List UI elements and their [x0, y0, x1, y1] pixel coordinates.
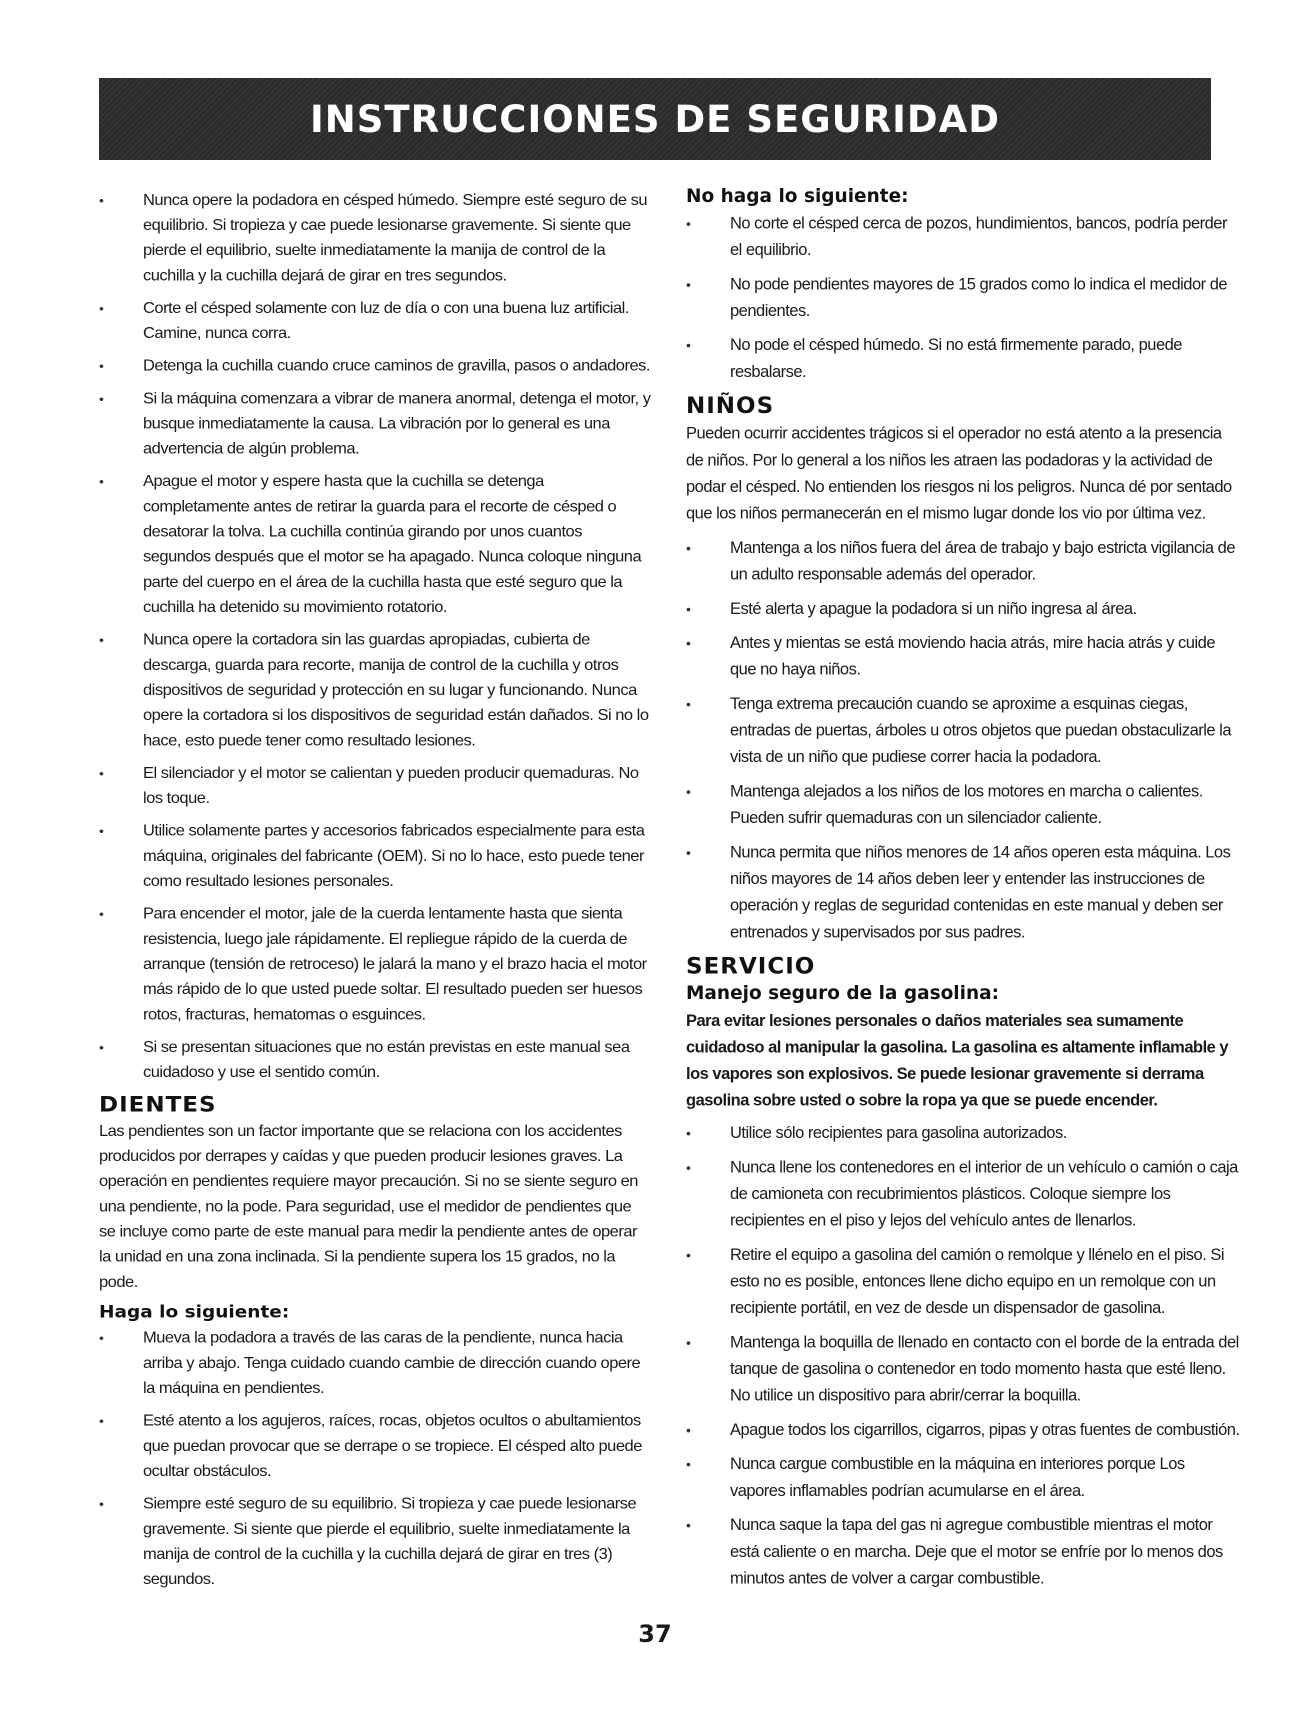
bullet-icon: •: [686, 1517, 691, 1534]
bullet-text: Nunca permita que niños menores de 14 años operen esta máquina. Los niños mayores de 14 años deben leer y entender las instrucciones de operación y reglas de seguridad contenidas en este manual y deben ser entrenados y supervisados por sus padres.: [730, 843, 1231, 942]
gasoline-warning: Para evitar lesiones personales o daños materiales sea sumamente cuidadoso al manipular la gasolina. La gasolina es altamente inflamable y los vapores son explosivos. Se puede lesionar gravemente si derrama gasolina sobre usted o sobre la ropa ya que se puede encender.: [686, 1012, 1229, 1110]
no-haga-bullet-list: [686, 211, 1241, 386]
servicio-bullet: [686, 1452, 1241, 1505]
bullet-icon: •: [686, 337, 691, 354]
bullet-text: Antes y mientas se está moviendo hacia atrás, mire hacia atrás y cuide que no haya niños.: [730, 634, 1215, 679]
right-column: [686, 188, 1241, 1600]
ninos-bullet-list: [686, 535, 1241, 946]
safety-bullet: [99, 1035, 651, 1085]
subsection-title-gasolina: Manejo seguro de la gasolina:: [686, 983, 1000, 1005]
bullet-text: No corte el césped cerca de pozos, hundimientos, bancos, podría perder el equilibrio.: [730, 214, 1227, 259]
bullet-icon: •: [686, 215, 691, 232]
bullet-text: Esté alerta y apague la podadora si un niño ingresa al área.: [730, 600, 1137, 618]
subsection-title-haga: Haga lo siguiente:: [99, 1302, 290, 1323]
bullet-icon: •: [686, 1456, 691, 1473]
bullet-icon: •: [99, 192, 104, 208]
bullet-text: Mantenga alejados a los niños de los motores en marcha o calientes. Pueden sufrir quemaduras con un silenciador caliente.: [730, 782, 1203, 828]
safety-bullet: [99, 354, 651, 379]
safety-bullet-list: [99, 188, 651, 1086]
bullet-text: Si la máquina comenzara a vibrar de manera anormal, detenga el motor, y busque inmediatamente la causa. La vibración por lo general es una advertencia de algún problema.: [143, 390, 651, 458]
safety-bullet: [99, 188, 651, 289]
bullet-icon: •: [99, 765, 104, 781]
bullet-text: Siempre esté seguro de su equilibrio. Si tropieza y cae puede lesionarse gravemente. Si siente que pierde el equilibrio, suelte inmediatamente la manija de control de la cuchilla y la cuchilla dejará de girar en tres (3) segundos.: [143, 1495, 637, 1588]
safety-bullet: [99, 296, 651, 346]
safety-bullet: [99, 387, 651, 462]
bullet-text: Apague todos los cigarrillos, cigarros, pipas y otras fuentes de combustión.: [730, 1421, 1240, 1439]
servicio-bullet-list: [686, 1120, 1241, 1592]
bullet-text: No pode el césped húmedo. Si no está firmemente parado, puede resbalarse.: [730, 336, 1182, 381]
bullet-text: Detenga la cuchilla cuando cruce caminos de gravilla, pasos o andadores.: [143, 357, 650, 375]
bullet-text: Utilice sólo recipientes para gasolina autorizados.: [730, 1124, 1067, 1142]
section-title-pendientes: DIENTES: [99, 1092, 217, 1118]
bullet-text: Mantenga la boquilla de llenado en contacto con el borde de la entrada del tanque de gasolina o contenedor en todo momento hasta que esté lleno. No utilice un dispositivo para abrir/cerrar la boquilla.: [730, 1333, 1239, 1405]
haga-bullet: [99, 1326, 651, 1401]
servicio-bullet: [686, 1120, 1241, 1147]
bullet-icon: •: [99, 632, 104, 648]
left-column: [99, 188, 651, 1600]
safety-bullet: [99, 902, 651, 1028]
bullet-text: Corte el césped solamente con luz de día o con una buena luz artificial. Camine, nunca corra.: [143, 299, 629, 342]
ninos-bullet: [686, 691, 1241, 771]
subsection-title-no-haga: No haga lo siguiente:: [686, 186, 909, 207]
bullet-text: Tenga extrema precaución cuando se aproxime a esquinas ciegas, entradas de puertas, árboles u otros objetos que puedan obstaculizarle la vista de un niño que pudiese correr hacia la podadora.: [730, 695, 1232, 767]
bullet-icon: •: [686, 696, 691, 713]
bullet-icon: •: [686, 1159, 691, 1176]
bullet-icon: •: [99, 1413, 104, 1429]
bullet-icon: •: [99, 1330, 104, 1346]
haga-bullet-list: [99, 1326, 651, 1593]
bullet-text: No pode pendientes mayores de 15 grados como lo indica el medidor de pendientes.: [730, 275, 1228, 320]
ninos-bullet: [686, 840, 1241, 946]
bullet-text: Esté atento a los agujeros, raíces, rocas, objetos ocultos o abultamientos que puedan provocar que se derrape o se tropiece. El césped alto puede ocultar obstáculos.: [143, 1412, 642, 1480]
pendientes-paragraph: Las pendientes son un factor importante que se relaciona con los accidentes producidos por derrapes y caídas y que pueden producir lesiones graves. La operación en pendientes requiere mayor precaución. Si no se siente seguro en una pendiente, no la pode. Para seguridad, use el medidor de pendientes que se incluye como parte de este manual para medir la pendiente antes de operar la unidad en una zona inclinada. Si la pendiente supera los 15 grados, no la pode.: [99, 1122, 638, 1291]
bullet-icon: •: [686, 276, 691, 293]
bullet-text: Mantenga a los niños fuera del área de trabajo y bajo estricta vigilancia de un adulto responsable además del operador.: [730, 539, 1236, 584]
page-number: 37: [638, 1620, 672, 1648]
bullet-icon: •: [686, 1334, 691, 1351]
bullet-icon: •: [686, 844, 691, 861]
ninos-bullet: [686, 535, 1241, 588]
safety-bullet: [99, 819, 651, 894]
bullet-text: Utilice solamente partes y accesorios fabricados especialmente para esta máquina, originales del fabricante (OEM). Si no lo hace, esto puede tener como resultado lesiones personales.: [143, 822, 645, 890]
bullet-text: Nunca llene los contenedores en el interior de un vehículo o camión o caja de camioneta con recubrimientos plásticos. Coloque siempre los recipientes en el piso y lejos del vehículo antes de llenarlos.: [730, 1158, 1238, 1230]
safety-bullet: [99, 469, 651, 620]
servicio-bullet: [686, 1242, 1241, 1322]
bullet-text: El silenciador y el motor se calientan y pueden producir quemaduras. No los toque.: [143, 764, 639, 807]
bullet-icon: •: [686, 783, 691, 800]
bullet-icon: •: [99, 906, 104, 922]
servicio-bullet: [686, 1417, 1241, 1444]
safety-bullet: [99, 628, 651, 754]
haga-bullet: [99, 1492, 651, 1593]
bullet-text: Apague el motor y espere hasta que la cuchilla se detenga completamente antes de retirar la guarda para el recorte de césped o desatorar la tolva. La cuchilla continúa girando por unos cuantos segundos después que el motor se ha apagado. Nunca coloque ninguna parte del cuerpo en el área de la cuchilla hasta que esté seguro que la cuchilla ha detenido su movimiento rotatorio.: [143, 473, 642, 616]
safety-bullet: [99, 761, 651, 811]
bullet-icon: •: [99, 358, 104, 374]
bullet-text: Si se presentan situaciones que no están previstas en este manual sea cuidadoso y use el sentido común.: [143, 1038, 630, 1081]
ninos-bullet: [686, 630, 1241, 683]
ninos-paragraph: Pueden ocurrir accidentes trágicos si el operador no está atento a la presencia de niños. Por lo general a los niños les atraen las podadoras y la actividad de podar el césped. No entienden los riesgos ni los peligros. Nunca dé por sentado que los niños permanecerán en el mismo lugar donde los vio por última vez.: [686, 424, 1232, 523]
bullet-text: Nunca saque la tapa del gas ni agregue combustible mientras el motor está caliente o en marcha. Deje que el motor se enfríe por lo menos dos minutos antes de volver a cargar combustible.: [730, 1516, 1223, 1588]
bullet-icon: •: [99, 1496, 104, 1512]
bullet-text: Nunca opere la cortadora sin las guardas apropiadas, cubierta de descarga, guarda para recorte, manija de control de la cuchilla y otros dispositivos de seguridad y protección en su lugar y funcionando. Nunca opere la cortadora si los dispositivos de seguridad están dañados. Si no lo hace, esto puede tener como resultado lesiones.: [143, 631, 649, 750]
bullet-icon: •: [686, 1247, 691, 1263]
bullet-text: Retire el equipo a gasolina del camión o remolque y llénelo en el piso. Si esto no es posible, entonces llene dicho equipo en un remolque con un recipiente portátil, en vez de desde un dispensador de gasolina.: [730, 1246, 1225, 1317]
bullet-text: Nunca cargue combustible en la máquina en interiores porque Los vapores inflamables podrían acumularse en el área.: [730, 1455, 1185, 1500]
bullet-icon: •: [686, 1422, 691, 1438]
no-haga-bullet: [686, 272, 1241, 325]
bullet-icon: •: [686, 540, 691, 556]
bullet-text: Mueva la podadora a través de las caras de la pendiente, nunca hacia arriba y abajo. Tenga cuidado cuando cambie de dirección cuando opere la máquina en pendientes.: [143, 1329, 641, 1397]
bullet-icon: •: [686, 1125, 691, 1141]
bullet-text: Para encender el motor, jale de la cuerda lentamente hasta que sienta resistencia, luego jale rápidamente. El repliegue rápido de la cuerda de arranque (tensión de retroceso) le jalará la mano y el brazo hacia el motor más rápido de lo que usted puede soltar. El resultado pueden ser huesos rotos, fracturas, hematomas o esguinces.: [143, 905, 647, 1024]
bullet-icon: •: [99, 823, 104, 839]
page-title: INSTRUCCIONES DE SEGURIDAD: [310, 97, 1000, 141]
servicio-bullet: [686, 1513, 1241, 1593]
bullet-icon: •: [686, 635, 691, 652]
ninos-bullet: [686, 596, 1241, 623]
servicio-bullet: [686, 1155, 1241, 1235]
title-banner: [99, 78, 1211, 160]
section-title-servicio: SERVICIO: [686, 953, 816, 980]
bullet-text: Nunca opere la podadora en césped húmedo. Siempre esté seguro de su equilibrio. Si tropieza y cae puede lesionarse gravemente. Si siente que pierde el equilibrio, suelte inmediatamente la manija de control de la cuchilla y la cuchilla dejará de girar en tres segundos.: [143, 191, 648, 284]
no-haga-bullet: [686, 333, 1241, 386]
no-haga-bullet: [686, 211, 1241, 264]
haga-bullet: [99, 1409, 651, 1484]
ninos-bullet: [686, 779, 1241, 832]
bullet-icon: •: [99, 1039, 104, 1055]
bullet-icon: •: [99, 391, 104, 407]
servicio-bullet: [686, 1330, 1241, 1410]
section-title-ninos: NIÑOS: [686, 393, 775, 420]
bullet-icon: •: [99, 474, 104, 490]
bullet-icon: •: [99, 300, 104, 316]
bullet-icon: •: [686, 600, 691, 617]
